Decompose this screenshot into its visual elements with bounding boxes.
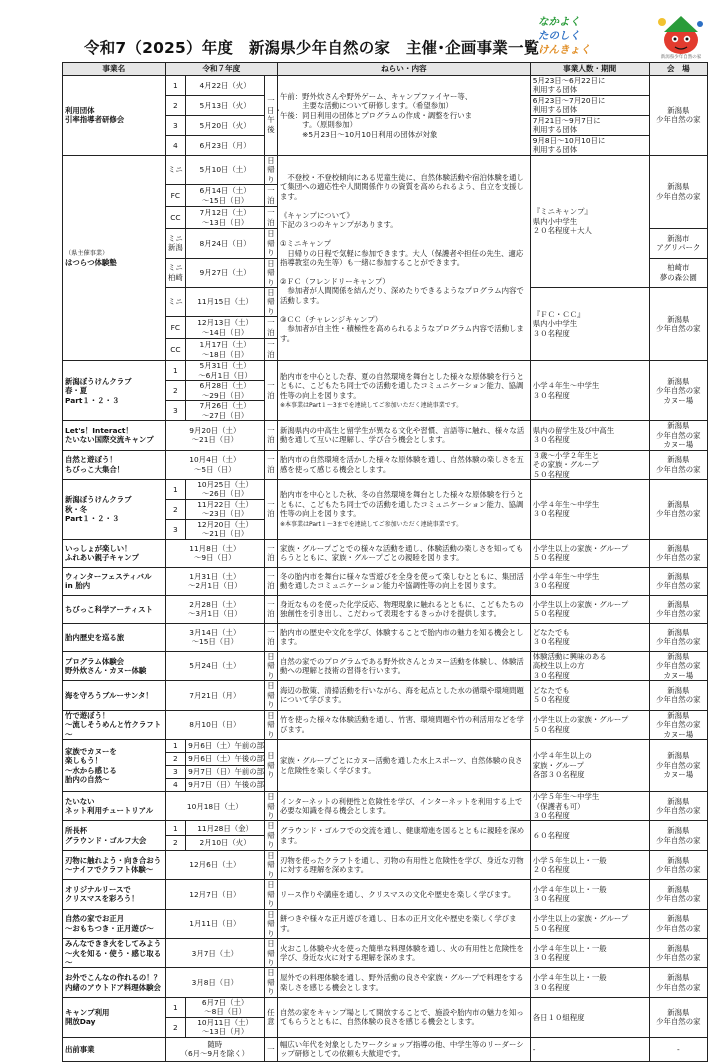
event-duration: 一泊 <box>265 539 278 567</box>
table-row <box>63 76 708 96</box>
event-venue: 柏崎市 夢の森公園 <box>649 258 707 287</box>
event-duration: 一 <box>265 1037 278 1061</box>
event-date: 7月21日（月） <box>165 681 264 710</box>
session-number: 1 <box>165 740 186 753</box>
event-duration: 一泊 <box>265 361 278 421</box>
event-description: 胎内市を中心とした春、夏の自然環境を舞台とした様々な原体験を行うとともに、こどもたち同士での活動を通したコミュニケーション能力、協調性等の向上を図ります。 ※本事業はPart１～3までを連続してご参加いただく連続事業です。 <box>277 361 530 421</box>
event-name: キャンプ利用 開放Day <box>63 997 166 1037</box>
session-number: 1 <box>165 480 186 500</box>
table-row <box>63 450 708 479</box>
event-duration: 日帰り <box>265 821 278 850</box>
session-number: 3 <box>165 519 186 539</box>
event-description: 餅つきや様々な正月遊びを通し、日本の正月文化や歴史を楽しく学びます。 <box>277 909 530 938</box>
event-description: 胎内市の歴史や文化を学び、体験することで胎内市の魅力を知る機会とします。 <box>277 623 530 651</box>
event-participants: 『ミニキャンプ』 県内小中学生 ２０名程度＋大人 <box>530 155 649 287</box>
event-date: 7月26日（土） ～27日（日） <box>186 401 265 421</box>
session-number: 2 <box>165 753 186 766</box>
event-participants: 小学５年生～中学生 （保護者も可） ３０名程度 <box>530 792 649 821</box>
session-number: 2 <box>165 499 186 519</box>
event-participants: 小学４年生以上・一般 ３０名程度 <box>530 939 649 968</box>
event-description: 火おこし体験や火を使った簡単な料理体験を通し、火の有用性と危険性を学び、身近な火に対する理解を深めます。 <box>277 939 530 968</box>
event-venue: 新潟県 少年自然の家 <box>649 968 707 997</box>
event-date: 5月20日（火） <box>186 115 265 135</box>
event-date: 3月7日（土） <box>165 939 264 968</box>
event-venue: 新潟県 少年自然の家 <box>649 480 707 540</box>
event-duration: 任意 <box>265 997 278 1037</box>
event-description: グラウンド・ゴルフでの交流を通し、健康増進を図るとともに親睦を深めます。 <box>277 821 530 850</box>
session-number: 2 <box>165 1017 186 1037</box>
event-date: 9月7日（日）午前の部 <box>186 766 265 779</box>
event-description: 刃物を使ったクラフトを通し、刃物の有用性と危険性を学び、身近な刃物に対する理解を深めます。 <box>277 850 530 879</box>
table-row <box>63 595 708 623</box>
event-date: 9月7日（日）午後の部 <box>186 779 265 792</box>
event-venue: 新潟県 少年自然の家 <box>649 567 707 595</box>
event-venue: 新潟県 少年自然の家 <box>649 623 707 651</box>
event-duration: 日帰り <box>265 287 278 316</box>
event-description: 家族・グループごとでの様々な活動を通し、体験活動の楽しさを知ってもらうとともに、家族・グループごとの親睦を図ります。 <box>277 539 530 567</box>
table-row <box>63 567 708 595</box>
event-date: 3月8日（日） <box>165 968 264 997</box>
page-title: 令和7（2025）年度 新潟県少年自然の家 主催･企画事業一覧 <box>84 39 540 57</box>
slogan-line-1: なかよく <box>538 16 580 28</box>
header-row <box>63 63 708 76</box>
event-participants: 小学４年生～中学生 ３０名程度 <box>530 480 649 540</box>
event-participants: 9月8日～10月10日に 利用する団体 <box>530 135 649 155</box>
event-participants: - <box>530 1037 649 1061</box>
table-row <box>63 821 708 836</box>
event-participants: 5月23日～6月22日に 利用する団体 <box>530 76 649 96</box>
event-venue: 新潟県 少年自然の家 <box>649 821 707 850</box>
event-name: Let's！Interact！ たいない国際交流キャンプ <box>63 421 166 450</box>
session-number: 2 <box>165 95 186 115</box>
event-date: 4月22日（火） <box>186 76 265 96</box>
event-name: いっしょが楽しい！ ふれあい親子キャンプ <box>63 539 166 567</box>
event-duration: 一泊 <box>265 207 278 229</box>
event-participants: 7月21日～9月7日に 利用する団体 <box>530 115 649 135</box>
event-date: 11月28日（金） <box>186 821 265 836</box>
event-duration: 日帰り <box>265 968 278 997</box>
event-name: 出前事業 <box>63 1037 166 1061</box>
event-description: 胎内市を中心とした秋、冬の自然環境を舞台とした様々な原体験を行うとともに、こどもたち同士での活動を通したコミュニケーション能力、協調性等の向上を図ります。 ※本事業はPart１～3までを連続してご参加いただく連続事業です。 <box>277 480 530 540</box>
header-name: 事業名 <box>63 63 166 76</box>
event-date: 11月22日（土） ～23日（日） <box>186 499 265 519</box>
session-number: 2 <box>165 836 186 851</box>
event-date: 12月7日（日） <box>165 880 264 909</box>
event-duration: 一泊 <box>265 317 278 339</box>
event-duration: 一泊 <box>265 421 278 450</box>
event-description: 冬の胎内市を舞台に様々な雪遊びを全身を使って楽しむとともに、集団活動を通したコミュニケーション能力や協調性等の向上を図ります。 <box>277 567 530 595</box>
event-description: 自然の家をキャンプ場として開放することで、施設や胎内市の魅力を知ってもらうとともに、自然体験の良さを感じる機会とします。 <box>277 997 530 1037</box>
event-participants: 県内の留学生及び中高生 ３０名程度 <box>530 421 649 450</box>
session-number: 4 <box>165 135 186 155</box>
table-row <box>63 968 708 997</box>
header-participants: 事業人数・期間 <box>530 63 649 76</box>
event-name-note: （県主催事業） <box>65 250 109 258</box>
event-venue: 新潟県 少年自然の家 <box>649 909 707 938</box>
session-type: ミニ 新潟 <box>165 229 186 258</box>
slogan-line-3: けんきょく <box>538 44 591 56</box>
session-number: 1 <box>165 997 186 1017</box>
event-description: インターネットの利便性と危険性を学び、インターネットを利用する上で必要な知識を得る機会とします。 <box>277 792 530 821</box>
event-venue: 新潟県 少年自然の家 <box>649 155 707 228</box>
table-row <box>63 623 708 651</box>
session-type: ミニ 柏崎 <box>165 258 186 287</box>
event-participants: 小学生以上の家族・グループ ５０名程度 <box>530 539 649 567</box>
event-duration: 日帰り <box>265 651 278 680</box>
event-description: 胎内市の自然環境を活かした様々な原体験を通し、自然体験の楽しさを五感を使って感じる機会とします。 <box>277 450 530 479</box>
event-duration: 一泊 <box>265 450 278 479</box>
table-row <box>63 880 708 909</box>
event-venue: 新潟県 少年自然の家 カヌー場 <box>649 361 707 421</box>
event-description: 海辺の散策、清掃活動を行いながら、海を起点とした水の循環や環境問題について学びます。 <box>277 681 530 710</box>
event-date: 7月12日（土） ～13日（日） <box>186 207 265 229</box>
event-participants: どなたでも ３０名程度 <box>530 623 649 651</box>
table-row <box>63 909 708 938</box>
event-duration: 日帰り <box>265 681 278 710</box>
event-participants: 小学４年生～中学生 ３０名程度 <box>530 567 649 595</box>
event-description: 自然の家でのプログラムである野外炊さんとカヌー活動を体験し、体験活動への理解と技術の習得を行います。 <box>277 651 530 680</box>
event-note: ※本事業はPart１～3までを連続してご参加いただく連続事業です。 <box>279 520 463 528</box>
event-name: ちびっこ科学アーティスト <box>63 595 166 623</box>
event-date: 9月6日（土）午後の部 <box>186 753 265 766</box>
event-name: みんなできき火をしてみよう ～火を知る・使う・感じ取る～ <box>63 939 166 968</box>
event-name: プログラム体験会 野外炊さん・カヌー体験 <box>63 651 166 680</box>
event-venue: 新潟県 少年自然の家 カヌー場 <box>649 651 707 680</box>
event-description: リース作りや講座を通し、クリスマスの文化や歴史を楽しく学びます。 <box>277 880 530 909</box>
event-name: 自然の家でお正月 ～おもちつき・正月遊び～ <box>63 909 166 938</box>
event-name: 新潟ぼうけんクラブ 秋・冬 Part１・２・３ <box>63 480 166 540</box>
event-name: 所長杯 グラウンド・ゴルフ大会 <box>63 821 166 850</box>
event-duration: 日帰り <box>265 939 278 968</box>
event-name: 胎内歴史を巡る旅 <box>63 623 166 651</box>
event-description: 午前：野外炊さんや野外ゲーム、キャンプファイヤー等、 主要な活動について研修します。（希望参加） 午後：同日利用の団体とプログラムの作成・調整を行いま す。（原則参加） ※5月23日～10月10日利用の団体が対象 <box>277 76 530 156</box>
session-number: 1 <box>165 821 186 836</box>
event-duration: 一日・午後 <box>265 76 278 156</box>
event-date: 2月28日（土） ～3月1日（日） <box>165 595 264 623</box>
session-type: ミニ <box>165 155 186 184</box>
event-date: 12月13日（土） ～14日（日） <box>186 317 265 339</box>
session-number: 4 <box>165 779 186 792</box>
event-date: 10月18日（土） <box>165 792 264 821</box>
event-date: 6月28日（土） ～29日（日） <box>186 381 265 401</box>
event-participants: 小学４年生以上・一般 ３０名程度 <box>530 880 649 909</box>
event-participants: ６０名程度 <box>530 821 649 850</box>
table-row <box>63 651 708 680</box>
event-name: 海を守ろうブルーサンタ！ <box>63 681 166 710</box>
event-duration: 一泊 <box>265 567 278 595</box>
event-participants: 小学５年生以上・一般 ２０名程度 <box>530 850 649 879</box>
event-date: 10月4日（土） ～5日（日） <box>165 450 264 479</box>
event-date: 8月10日（日） <box>165 710 264 739</box>
event-venue: 新潟県 少年自然の家 <box>649 595 707 623</box>
session-type: CC <box>165 339 186 361</box>
event-venue: 新潟県 少年自然の家 カヌー場 <box>649 421 707 450</box>
event-date: 12月6日（土） <box>165 850 264 879</box>
event-name: 刃物に触れよう・向き合おう ～ナイフでクラフト体験～ <box>63 850 166 879</box>
event-duration: 日帰り <box>265 792 278 821</box>
event-duration: 一泊 <box>265 623 278 651</box>
header-content: ねらい・内容 <box>277 63 530 76</box>
event-participants: ３歳～小学２年生と その家族・グループ ５０名程度 <box>530 450 649 479</box>
event-date: 5月24日（土） <box>165 651 264 680</box>
event-name: たいない ネット利用チュートリアル <box>63 792 166 821</box>
table-row <box>63 681 708 710</box>
event-date: 5月10日（土） <box>186 155 265 184</box>
event-description: 新潟県内の中高生と留学生が異なる文化や習慣、言語等に触れ、様々な活動を通して互いに理解し、学び合う機会とします。 <box>277 421 530 450</box>
mascot-icon <box>656 12 706 58</box>
event-duration: 日帰り <box>265 850 278 879</box>
event-date: 1月31日（土） ～2月1日（日） <box>165 567 264 595</box>
event-date: 12月20日（土） ～21日（日） <box>186 519 265 539</box>
event-date: 6月7日（土） ～8日（日） <box>186 997 265 1017</box>
event-participants: 小学４年生以上・一般 ３０名程度 <box>530 968 649 997</box>
event-date: 11月15日（土） <box>186 287 265 316</box>
event-name: 竹で遊ぼう！ ～流しそうめんと竹クラフト～ <box>63 710 166 739</box>
event-venue: 新潟県 少年自然の家 <box>649 850 707 879</box>
event-date: 随時 （6月～9月を除く） <box>165 1037 264 1061</box>
session-number: 3 <box>165 115 186 135</box>
event-name: 家族でカヌーを 楽しもう！ ～水から感じる 胎内の自然～ <box>63 740 166 792</box>
event-venue: 新潟市 アグリパーク <box>649 229 707 258</box>
event-description: 竹を使った様々な体験活動を通し、竹害、環境問題や竹の利活用などを学びます。 <box>277 710 530 739</box>
event-venue: 新潟県 少年自然の家 <box>649 450 707 479</box>
event-date: 9月20日（土） ～21日（日） <box>165 421 264 450</box>
event-date: 5月13日（火） <box>186 95 265 115</box>
event-name: 自然と遊ぼう！ ちびっこ大集合！ <box>63 450 166 479</box>
event-name: （県主催事業） はつらつ体験塾 <box>63 155 166 361</box>
event-date: 9月27日（土） <box>186 258 265 287</box>
event-venue: 新潟県 少年自然の家 カヌー場 <box>649 710 707 739</box>
event-participants: 小学生以上の家族・グループ ５０名程度 <box>530 909 649 938</box>
event-date: 5月31日（土） ～6月1日（日） <box>186 361 265 381</box>
event-note: ※本事業はPart１～3までを連続してご参加いただく連続事業です。 <box>279 402 463 410</box>
event-venue: 新潟県 少年自然の家 カヌー場 <box>649 740 707 792</box>
event-venue: 新潟県 少年自然の家 <box>649 76 707 156</box>
event-name: お外でこんなの作れるの！？ 内緒のアウトドア料理体験会 <box>63 968 166 997</box>
table-row <box>63 480 708 500</box>
event-venue: 新潟県 少年自然の家 <box>649 880 707 909</box>
table-row <box>63 421 708 450</box>
event-date: 1月17日（土） ～18日（日） <box>186 339 265 361</box>
event-name: ウィンターフェスティバル in 胎内 <box>63 567 166 595</box>
event-date: 8月24日（日） <box>186 229 265 258</box>
slogan-line-2: たのしく <box>538 30 580 42</box>
event-duration: 日帰り <box>265 880 278 909</box>
header-venue: 会 場 <box>649 63 707 76</box>
session-type: ミニ <box>165 287 186 316</box>
event-description: 家族・グループごとにカヌー活動を通した水上スポーツ、自然体験の良さと危険性を楽しく学びます。 <box>277 740 530 792</box>
event-venue: 新潟県 少年自然の家 <box>649 681 707 710</box>
session-number: 1 <box>165 361 186 381</box>
event-date: 3月14日（土） ～15日（日） <box>165 623 264 651</box>
event-duration: 日帰り <box>265 155 278 184</box>
table-row <box>63 792 708 821</box>
table-row <box>63 710 708 739</box>
event-name: オリジナルリースで クリスマスを彩ろう！ <box>63 880 166 909</box>
event-description: 身近なものを使った化学反応、物理現象に触れるとともに、こどもたちの独創性を引き出し、こだわって表現をするきっかけを提供します。 <box>277 595 530 623</box>
table-row <box>63 361 708 381</box>
event-date: 9月6日（土）午前の部 <box>186 740 265 753</box>
event-date: 10月25日（土） ～26日（日） <box>186 480 265 500</box>
event-participants: 小学生以上の家族・グループ ５０名程度 <box>530 595 649 623</box>
event-duration: 日帰り <box>265 229 278 258</box>
table-row <box>63 939 708 968</box>
table-row <box>63 850 708 879</box>
event-name: 新潟ぼうけんクラブ 春・夏 Part１・２・３ <box>63 361 166 421</box>
event-duration: 日帰り <box>265 258 278 287</box>
event-date: 6月14日（土） ～15日（日） <box>186 185 265 207</box>
event-name: 利用団体 引率指導者研修会 <box>63 76 166 156</box>
event-participants: 小学４年生～中学生 ３０名程度 <box>530 361 649 421</box>
header-date: 令和７年度 <box>165 63 277 76</box>
event-venue: 新潟県 少年自然の家 <box>649 539 707 567</box>
event-duration: 一泊 <box>265 480 278 540</box>
event-date: 1月11日（日） <box>165 909 264 938</box>
event-venue: 新潟県 少年自然の家 <box>649 997 707 1037</box>
event-duration: 日帰り <box>265 710 278 739</box>
table-row <box>63 997 708 1017</box>
event-table <box>62 62 708 1062</box>
session-type: FC <box>165 185 186 207</box>
event-venue: 新潟県 少年自然の家 <box>649 939 707 968</box>
event-date: 10月11日（土） ～13日（月） <box>186 1017 265 1037</box>
event-participants: 小学４年生以上の 家族・グループ 各部３０名程度 <box>530 740 649 792</box>
table-row <box>63 155 708 184</box>
event-duration: 日帰り <box>265 740 278 792</box>
event-participants: 6月23日～7月20日に 利用する団体 <box>530 95 649 115</box>
event-date: 2月10日（火） <box>186 836 265 851</box>
event-venue: 新潟県 少年自然の家 <box>649 287 707 360</box>
event-participants: 体験活動に興味のある 高校生以上の方 ３０名程度 <box>530 651 649 680</box>
logo-caption: 新潟県少年自然の家 <box>660 55 702 60</box>
event-participants: どなたでも ５０名程度 <box>530 681 649 710</box>
event-date: 11月8日（土） ～9日（日） <box>165 539 264 567</box>
event-participants: 小学生以上の家族・グループ ５０名程度 <box>530 710 649 739</box>
event-venue: 新潟県 少年自然の家 <box>649 792 707 821</box>
session-number: 2 <box>165 381 186 401</box>
event-description: 幅広い年代を対象としたワークショップ指導の他、中学生等のリーダーシップ研修としての依頼も大歓迎です。 <box>277 1037 530 1061</box>
session-number: 3 <box>165 401 186 421</box>
event-description: 屋外での料理体験を通し、野外活動の良さや家族・グループで料理をする楽しさを感じる機会とします。 <box>277 968 530 997</box>
event-duration: 一泊 <box>265 185 278 207</box>
table-row <box>63 740 708 753</box>
event-participants: 各日１０組程度 <box>530 997 649 1037</box>
event-duration: 一泊 <box>265 339 278 361</box>
table-row <box>63 539 708 567</box>
event-duration: 日帰り <box>265 909 278 938</box>
event-venue: - <box>649 1037 707 1061</box>
session-type: FC <box>165 317 186 339</box>
slogan-logo <box>538 14 656 58</box>
session-number: 3 <box>165 766 186 779</box>
session-type: CC <box>165 207 186 229</box>
event-participants: 『ＦＣ・ＣＣ』 県内小中学生 ３０名程度 <box>530 287 649 360</box>
event-description: 不登校・不登校傾向にある児童生徒に、自然体験活動や宿泊体験を通して集団への適応性や人間関係作りの資質を高められるよう、自立を支援します。 《キャンプについて》 下記の３つのキャンプがあります。 ①ミニキャンプ 日帰りの日程で気軽に参加できます。大人（保護者や担任の先生、適応指導教室の先生等）も一緒に参加することができます。 ②ＦＣ（フレンドリーキャンプ） 参加者が人間関係を結んだり、深めたりできるようなプログラム内容で活動します。 ③ＣＣ（チャレンジキャンプ） 参加者が自主性・積極性を高められるようなプログラム内容で活動します。 <box>277 155 530 361</box>
event-date: 6月23日（月） <box>186 135 265 155</box>
event-duration: 一泊 <box>265 595 278 623</box>
session-number: 1 <box>165 76 186 96</box>
table-row <box>63 1037 708 1061</box>
